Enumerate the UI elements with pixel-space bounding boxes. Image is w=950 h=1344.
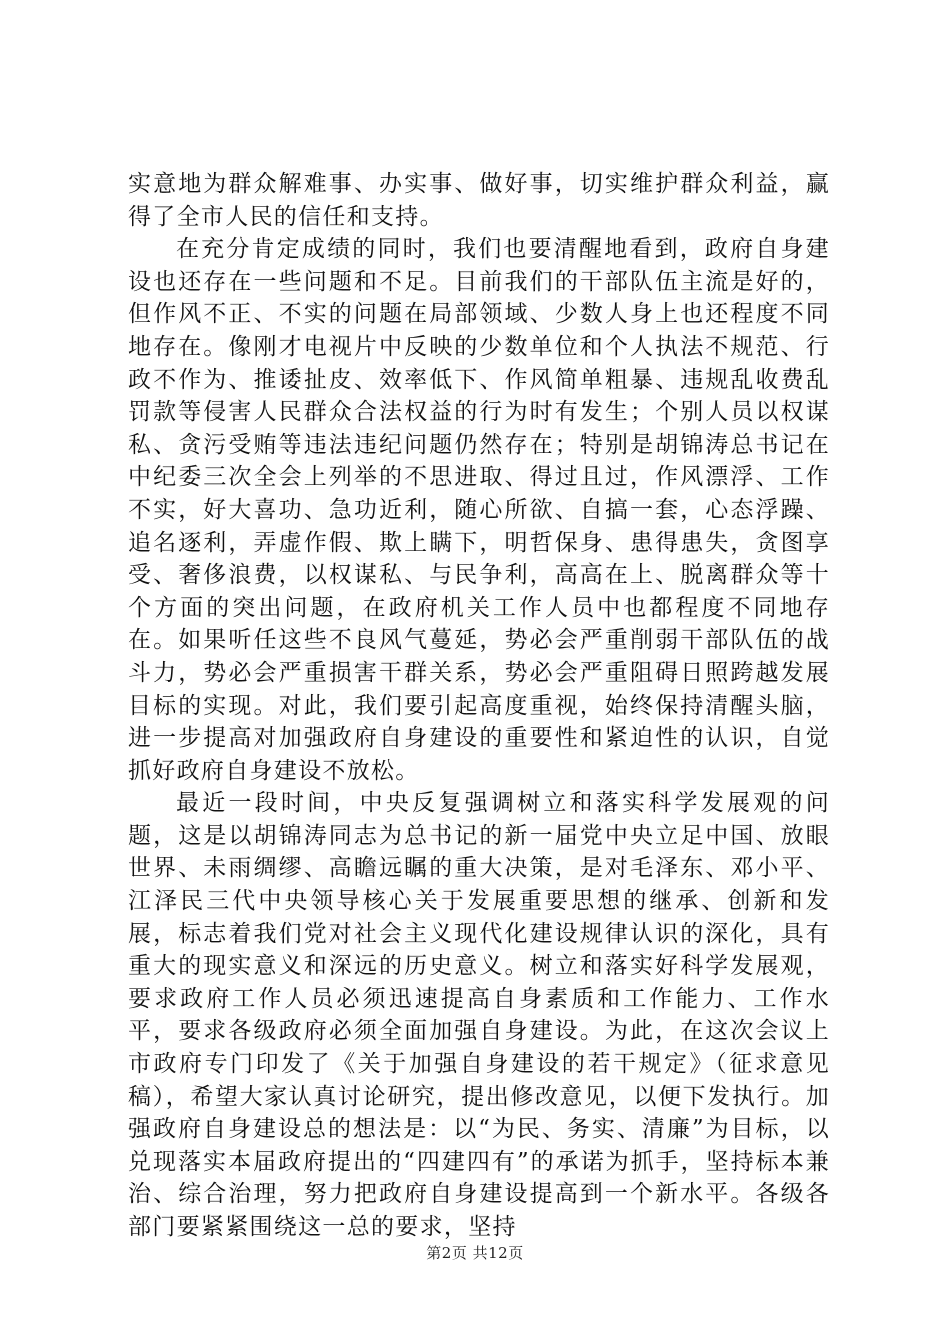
document-body [128,168,830,1244]
paragraph-1: 实意地为群众解难事、办实事、做好事，切实维护群众利益，赢得了全市人民的信任和支持。 [128,171,830,230]
page-number-label: 第2页 共12页 [426,1244,524,1262]
paragraph-2: 在充分肯定成绩的同时，我们也要清醒地看到，政府自身建设也还存在一些问题和不足。目前我们的干部队伍主流是好的，但作风不正、不实的问题在局部领域、少数人身上也还程度不同地存在。像刚才电视片中反映的少数单位和个人执法不规范、行政不作为、推诿扯皮、效率低下、作风简单粗暴、违规乱收费乱罚款等侵害人民群众合法权益的行为时有发生；个别人员以权谋私、贪污受贿等违法违纪问题仍然存在；特别是胡锦涛总书记在中纪委三次全会上列举的不思进取、得过且过，作风漂浮、工作不实，好大喜功、急功近利，随心所欲、自搞一套，心态浮躁、追名逐利，弄虚作假、欺上瞒下，明哲保身、患得患失，贪图享受、奢侈浪费，以权谋私、与民争利，高高在上、脱离群众等十个方面的突出问题，在政府机关工作人员中也都程度不同地存在。如果听任这些不良风气蔓延，势必会严重削弱干部队伍的战斗力，势必会严重损害干群关系，势必会严重阻碍日照跨越发展目标的实现。对此，我们要引起高度重视，始终保持清醒头脑，进一步提高对加强政府自身建设的重要性和紧迫性的认识，自觉抓好政府自身建设不放松。 [128,236,830,784]
page-footer [0,1243,950,1263]
paragraph-3: 最近一段时间，中央反复强调树立和落实科学发展观的问题，这是以胡锦涛同志为总书记的新一届党中央立足中国、放眼世界、未雨绸缪、高瞻远瞩的重大决策，是对毛泽东、邓小平、江泽民三代中央领导核心关于发展重要思想的继承、创新和发展，标志着我们党对社会主义现代化建设规律认识的深化，具有重大的现实意义和深远的历史意义。树立和落实好科学发展观，要求政府工作人员必须迅速提高自身素质和工作能力、工作水平，要求各级政府必须全面加强自身建设。为此，在这次会议上市政府专门印发了《关于加强自身建设的若干规定》（征求意见稿），希望大家认真讨论研究，提出修改意见，以便下发执行。加强政府自身建设总的想法是：以“为民、务实、清廉”为目标，以兑现落实本届政府提出的“四建四有”的承诺为抓手，坚持标本兼治、综合治理，努力把政府自身建设提高到一个新水平。各级各部门要紧紧围绕这一总的要求，坚持 [128,790,830,1240]
